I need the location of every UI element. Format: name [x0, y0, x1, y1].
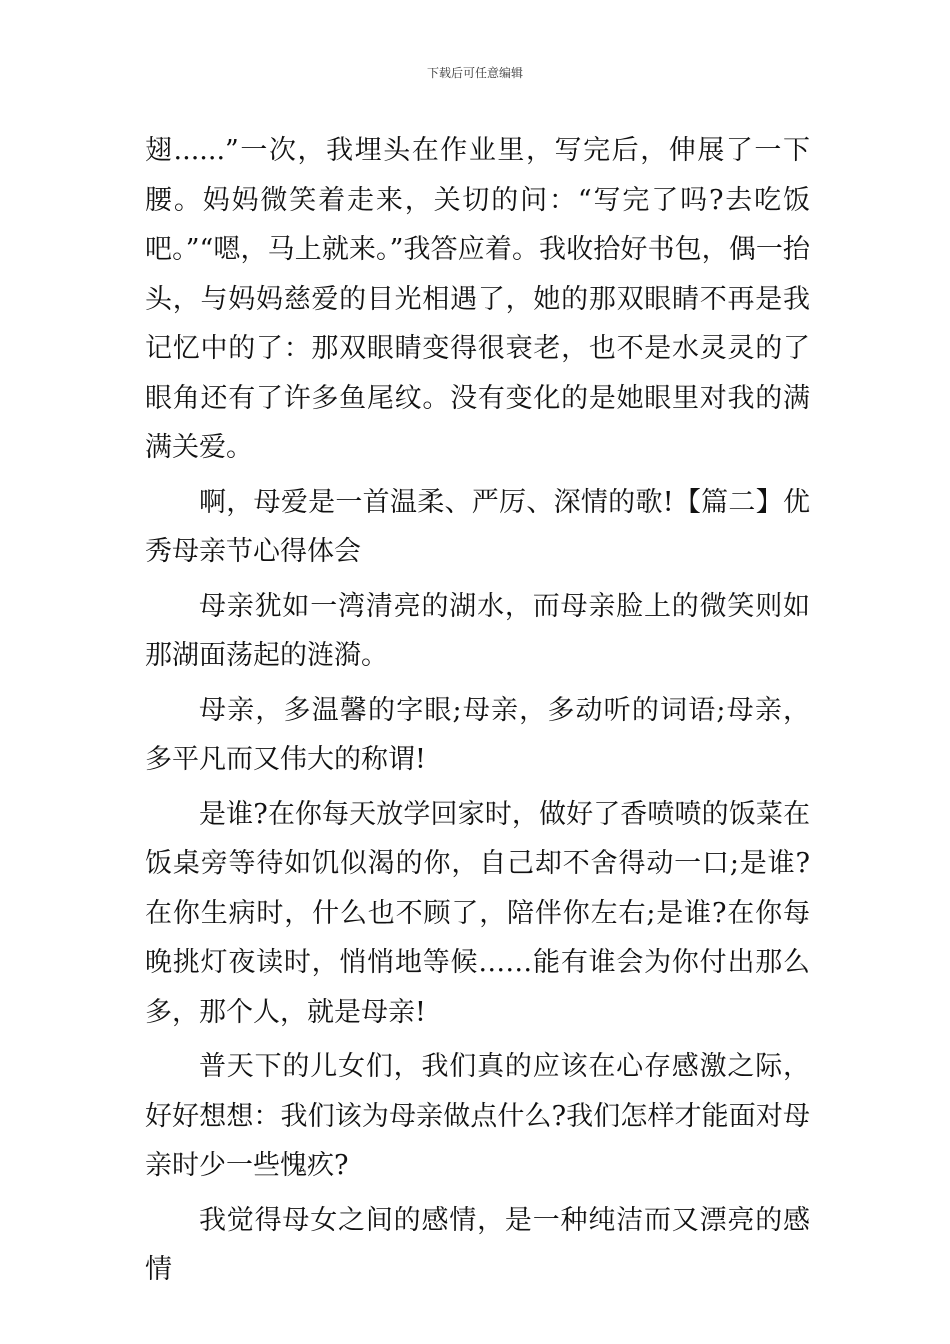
paragraph: 普天下的儿女们，我们真的应该在心存感激之际，好好想想：我们该为母亲做点什么?我们怎样才能面对母亲时少一些愧疚? — [145, 1051, 810, 1181]
paragraph: 母亲犹如一湾清亮的湖水，而母亲脸上的微笑则如那湖面荡起的涟漪。 — [145, 590, 810, 671]
page-header-note: 下载后可任意编辑 — [426, 66, 523, 80]
document-body — [145, 126, 810, 1300]
paragraph: 啊，母爱是一首温柔、严厉、深情的歌!【篇二】优秀母亲节心得体会 — [145, 486, 810, 567]
paragraph: 我觉得母女之间的感情，是一种纯洁而又漂亮的感情 — [145, 1204, 810, 1285]
paragraph: 母亲，多温馨的字眼;母亲，多动听的词语;母亲，多平凡而又伟大的称谓! — [145, 694, 810, 775]
paragraph-continued: 翅......”一次，我埋头在作业里，写完后，伸展了一下腰。妈妈微笑着走来，关切的问：“写完了吗?去吃饭吧。”“嗯，马上就来。”我答应着。我收拾好书包，偶一抬头，与妈妈慈爱的目光相遇了，她的那双眼睛不再是我记忆中的了：那双眼睛变得很衰老，也不是水灵灵的了眼角还有了许多鱼尾纹。没有变化的是她眼里对我的满满关爱。 — [145, 135, 810, 463]
paragraph: 是谁?在你每天放学回家时，做好了香喷喷的饭菜在饭桌旁等待如饥似渴的你，自己却不舍得动一口;是谁?在你生病时，什么也不顾了，陪伴你左右;是谁?在你每晚挑灯夜读时，悄悄地等候……能有谁会为你付出那么多，那个人，就是母亲! — [145, 798, 810, 1028]
